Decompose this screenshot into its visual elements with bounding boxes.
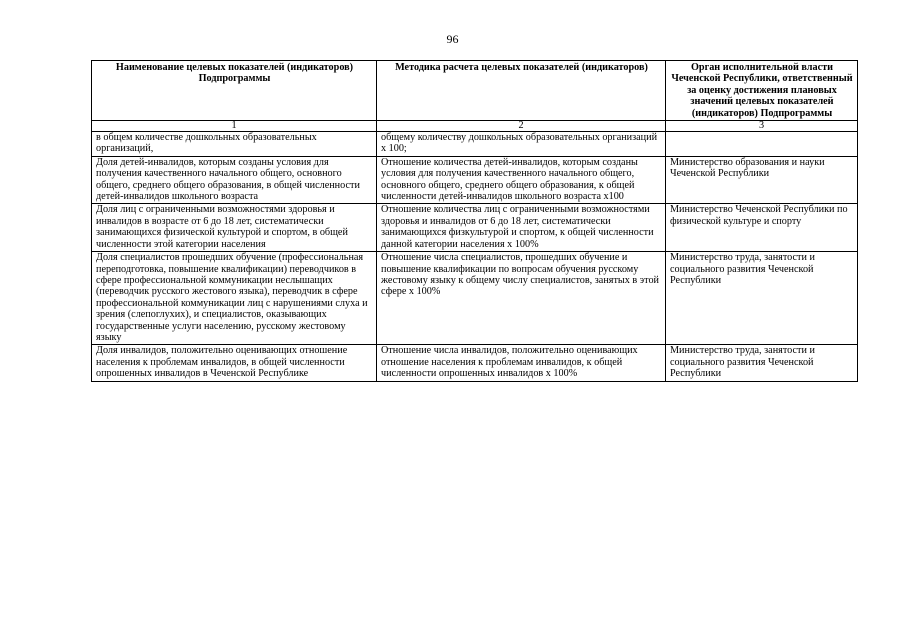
indicator-cell: Доля лиц с ограниченными возможностями здоровья и инвалидов в возрасте от 6 до 18 лет, систематически занимающихся физической культурой и спортом, в общей численности этой категории населения [92,204,377,252]
header-indicator-name: Наименование целевых показателей (индикаторов) Подпрограммы [92,61,377,121]
page-number: 96 [446,32,459,46]
authority-cell: Министерство труда, занятости и социального развития Чеченской Республики [666,345,858,381]
indicator-cell: Доля инвалидов, положительно оценивающих отношение населения к проблемам инвалидов, в общей численности опрошенных инвалидов в Чеченской Республике [92,345,377,381]
method-cell: общему количеству дошкольных образовательных организаций х 100; [377,132,666,157]
table-row [92,204,858,252]
column-number: 1 [92,121,377,132]
method-cell: Отношение количества детей-инвалидов, которым созданы условия для получения качественного начального общего, основного общего, среднего общего образования, к общей численности детей-инвалидов школьного возраста х100 [377,156,666,204]
indicator-cell: в общем количестве дошкольных образовательных организаций, [92,132,377,157]
indicator-cell: Доля специалистов прошедших обучение (профессиональная переподготовка, повышение квалификации) переводчиков в сфере профессиональной коммуникации неслышащих (переводчик русского жестового языка), переводчик в сфере профессиональной коммуникации лиц с нарушениями слуха и зрения (слепоглухих), и специалистов, оказывающих государственные услуги населению, русскому жестовому языку [92,252,377,345]
column-number: 3 [666,121,858,132]
header-calculation-method: Методика расчета целевых показателей (индикаторов) [377,61,666,121]
method-cell: Отношение количества лиц с ограниченными возможностями здоровья и инвалидов от 6 до 18 лет, систематически занимающихся физкультурой и спортом, к общей численности данной категории населения х 100% [377,204,666,252]
table-row [92,345,858,381]
authority-cell: Министерство труда, занятости и социального развития Чеченской Республики [666,252,858,345]
table-header-row [92,61,858,121]
authority-cell: Министерство образования и науки Чеченской Республики [666,156,858,204]
table-row [92,252,858,345]
authority-cell [666,132,858,157]
column-number: 2 [377,121,666,132]
method-cell: Отношение числа специалистов, прошедших обучение и повышение квалификации по вопросам обучения русскому жестовому языку к общему числу специалистов, занятых в этой сфере х 100% [377,252,666,345]
column-number-row [92,121,858,132]
header-responsible-authority: Орган исполнительной власти Чеченской Республики, ответственный за оценку достижения плановых значений целевых показателей (индикаторов) Подпрограммы [666,61,858,121]
method-cell: Отношение числа инвалидов, положительно оценивающих отношение населения к проблемам инвалидов, к общей численности опрошенных инвалидов х 100% [377,345,666,381]
indicators-table [91,60,858,382]
indicator-cell: Доля детей-инвалидов, которым созданы условия для получения качественного начального общего, основного общего, среднего общего образования, в общей численности детей-инвалидов школьного возраста [92,156,377,204]
table-row [92,156,858,204]
authority-cell: Министерство Чеченской Республики по физической культуре и спорту [666,204,858,252]
table-row [92,132,858,157]
